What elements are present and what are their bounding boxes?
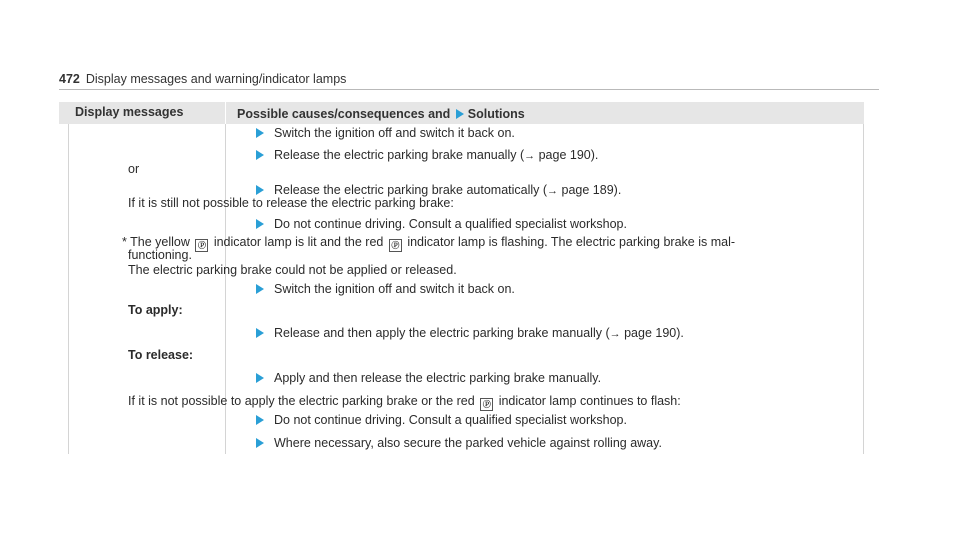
solution-arrow-icon [256, 219, 264, 229]
step-continuation: If it is still not possible to release the electric parking brake: [128, 196, 454, 210]
note-continuation: The electric parking brake could not be applied or released. [128, 263, 457, 277]
page-reference[interactable]: page 189). [558, 183, 622, 197]
page-title: Display messages and warning/indicator lamps [85, 72, 347, 86]
step-text: Release the electric parking brake automatically ( [274, 183, 548, 197]
step-text: Do not continue driving. Consult a qualified specialist workshop. [274, 413, 627, 427]
step-text: Release the electric parking brake manually ( [274, 148, 525, 162]
note-text: * The yellow [122, 235, 190, 249]
xref-arrow-icon: → [524, 150, 536, 162]
condition-text [128, 395, 681, 411]
table-border-right [863, 124, 864, 454]
step-item [190, 149, 598, 163]
table-border-left [68, 124, 69, 454]
solution-arrow-icon [256, 128, 264, 138]
solution-arrow-icon [256, 150, 264, 160]
header-divider [59, 89, 879, 90]
col-header-display-messages: Display messages [75, 105, 184, 119]
note-text: indicator lamp is lit and the red [213, 235, 384, 249]
step-item [190, 283, 515, 296]
xref-arrow-icon: → [609, 328, 621, 340]
note-text: indicator lamp is flashing. The electric parking brake is mal- [407, 235, 736, 249]
step-text: Where necessary, also secure the parked vehicle against rolling away. [274, 436, 662, 450]
col-header-causes-label: Possible causes/consequences and [237, 107, 451, 121]
to-apply-heading: To apply: [128, 303, 183, 317]
condition-text-part: indicator lamp continues to flash: [498, 394, 681, 408]
page-header [59, 72, 346, 86]
solution-arrow-icon [256, 373, 264, 383]
solution-arrow-icon [256, 438, 264, 448]
col-header-causes [237, 107, 525, 121]
step-item [190, 218, 627, 231]
parking-brake-indicator-icon: Ⓟ [480, 398, 493, 411]
step-text: Switch the ignition off and switch it back on. [274, 282, 515, 296]
header-separator [225, 102, 226, 124]
table-header-row [59, 102, 864, 124]
step-item [190, 127, 515, 140]
parking-brake-indicator-icon: Ⓟ [195, 239, 208, 252]
solution-arrow-icon [256, 284, 264, 294]
step-item [190, 414, 627, 427]
solution-arrow-icon [456, 109, 464, 119]
solution-arrow-icon [256, 415, 264, 425]
step-item [190, 437, 662, 450]
step-item [190, 372, 601, 385]
xref-arrow-icon: → [547, 185, 559, 197]
parking-brake-indicator-icon: Ⓟ [389, 239, 402, 252]
step-text: Apply and then release the electric parking brake manually. [274, 371, 602, 385]
step-text: Switch the ignition off and switch it back on. [274, 126, 515, 140]
col-header-solutions-label: Solutions [467, 107, 525, 121]
condition-text-part: If it is not possible to apply the electric parking brake or the red [128, 394, 475, 408]
page-reference[interactable]: page 190). [620, 326, 684, 340]
step-item [190, 327, 684, 341]
step-text: Release and then apply the electric parking brake manually ( [274, 326, 610, 340]
solution-arrow-icon [256, 328, 264, 338]
page-reference[interactable]: page 190). [535, 148, 599, 162]
page-number: 472 [59, 72, 80, 86]
note-continuation: functioning. [128, 248, 192, 262]
to-release-heading: To release: [128, 348, 194, 362]
warning-note [122, 236, 735, 252]
solution-arrow-icon [256, 185, 264, 195]
step-text: Do not continue driving. Consult a qualified specialist workshop. [274, 217, 627, 231]
or-label: or [128, 162, 140, 176]
